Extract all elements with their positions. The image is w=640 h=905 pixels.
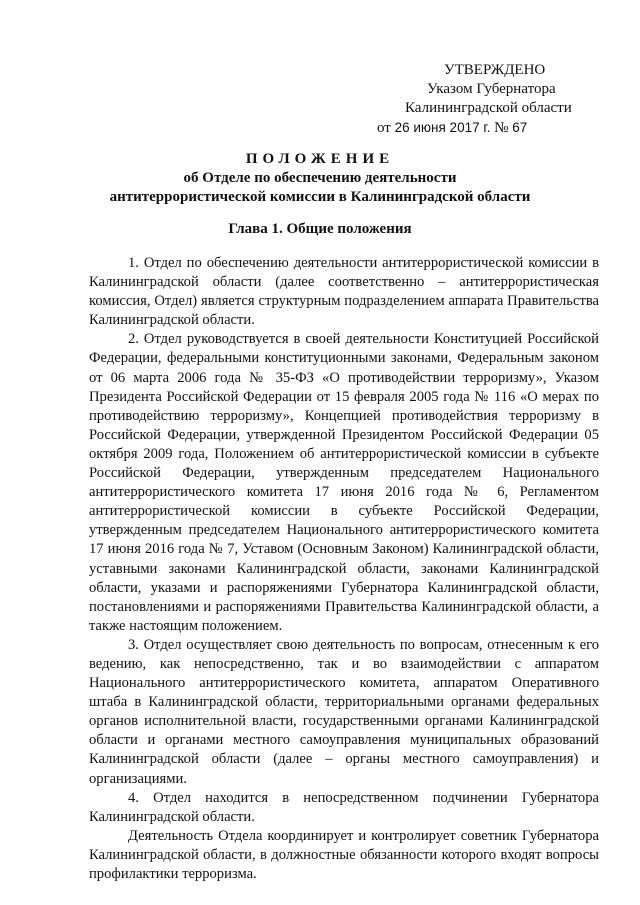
document-title <box>60 150 580 207</box>
approval-number-prefix: № <box>494 120 509 136</box>
paragraph-2: 2. Отдел руководствуется в своей деятельности Конституцией Российской Федерации, федеральными конституционными законами, Федеральным законом от 06 марта 2006 года № 35-ФЗ «О противодействии терроризму», Указом Президента Российской Федерации от 15 февраля 2005 года № 116 «О мерах по противодействию терроризму», Концепцией противодействия терроризму в Российской Федерации, утвержденной Президентом Российской Федерации 05 октября 2009 года, Положением об антитеррористической комиссии в субъекте Российской Федерации, утвержденным председателем Национального антитеррористического комитета 17 июня 2016 года № 6, Регламентом антитеррористической комиссии в субъекте Российской Федерации, утвержденным председателем Национального антитеррористического комитета 17 июня 2016 года № 7, Уставом (Основным Законом) Калининградской области, уставными законами Калининградской области, законами Калининградской области, указами и распоряжениями Губернатора Калининградской области, постановлениями и распоряжениями Правительства Калининградской области, а также настоящим положением. <box>89 331 599 634</box>
approval-number-value: 67 <box>512 120 528 135</box>
approval-stamp <box>360 61 590 138</box>
approval-date-line <box>360 118 590 138</box>
title-line-3: антитеррористической комиссии в Калининградской области <box>109 189 531 205</box>
approval-date-prefix: от <box>377 120 391 136</box>
title-main: ПОЛОЖЕНИЕ <box>245 151 395 167</box>
approval-date-value: 26 июня 2017 г. <box>394 120 491 135</box>
title-line-2: об Отделе по обеспечению деятельности <box>183 170 457 186</box>
paragraph-3: 3. Отдел осуществляет свою деятельность по вопросам, отнесенным к его ведению, как непосредственно, так и во взаимодействии с аппаратом Национального антитеррористического комитета, аппаратом Оперативного штаба в Калининградской области, территориальными органами федеральных органов исполнительной власти, государственными органами Калининградской области и органами местного самоуправления муниципальных образований Калининградской области (далее – органы местного самоуправления) и организациями. <box>89 636 599 787</box>
paragraph-4: 4. Отдел находится в непосредственном подчинении Губернатора Калининградской области. <box>89 789 599 825</box>
approval-heading: УТВЕРЖДЕНО <box>444 62 546 78</box>
document-body <box>89 254 599 884</box>
chapter-heading: Глава 1. Общие положения <box>228 221 412 237</box>
approval-decree-line: Указом Губернатора <box>427 81 556 97</box>
approval-region-line: Калининградской области <box>405 100 572 116</box>
paragraph-5: Деятельность Отдела координирует и контролирует советник Губернатора Калининградской области, в должностные обязанности которого входят вопросы профилактики терроризма. <box>89 827 599 882</box>
paragraph-1: 1. Отдел по обеспечению деятельности антитеррористической комиссии в Калининградской области (далее соответственно – антитеррористическая комиссия, Отдел) является структурным подразделением аппарата Правительства Калининградской области. <box>89 255 599 329</box>
